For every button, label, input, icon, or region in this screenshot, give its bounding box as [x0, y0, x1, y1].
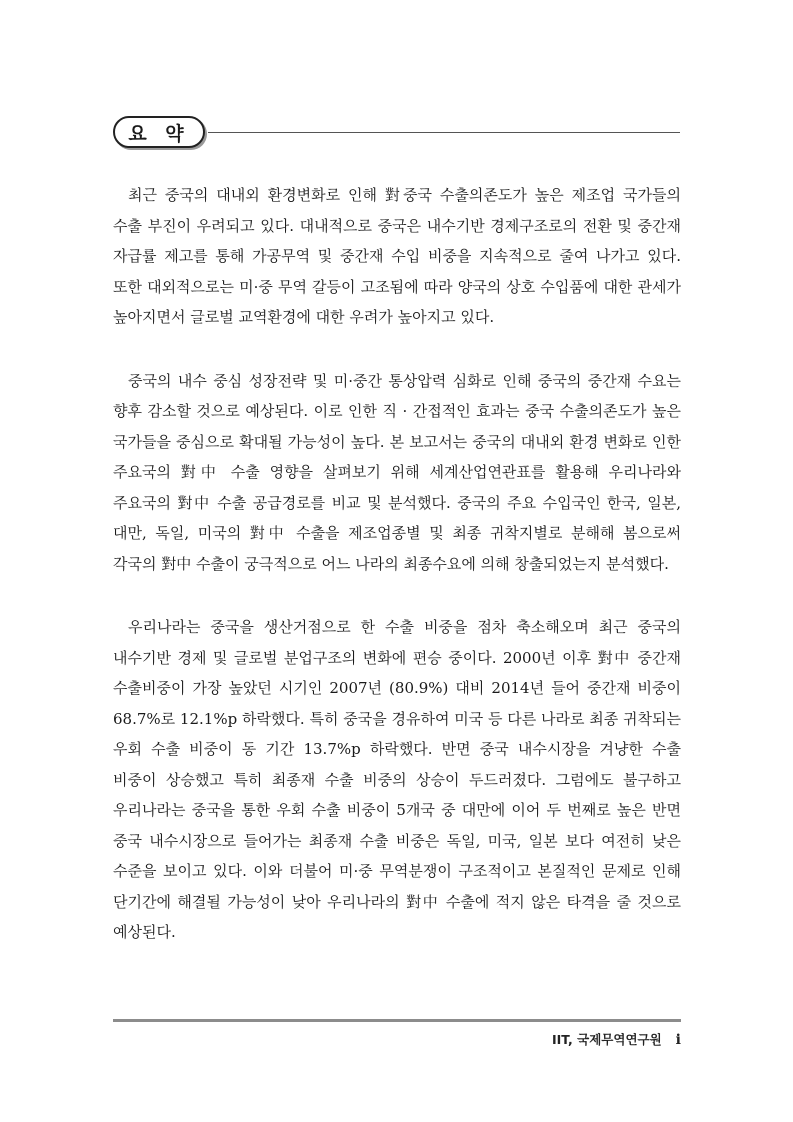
footer-divider — [113, 1019, 681, 1022]
paragraph-1: 최근 중국의 대내외 환경변화로 인해 對중국 수출의존도가 높은 제조업 국가들의 수출 부진이 우려되고 있다. 대내적으로 중국은 내수기반 경제구조로의 전환 및 중간재 자급률 제고를 통해 가공무역 및 중간재 수입 비중을 지속적으로 줄여 나가고 있다. 또한 대외적으로는 미·중 무역 갈등이 고조됨에 따라 양국의 상호 수입품에 대한 관세가 높아지면서 글로벌 교역환경에 대한 우려가 높아지고 있다. — [113, 186, 681, 326]
section-heading — [110, 112, 680, 152]
section-title: 요 약 — [113, 116, 205, 148]
paragraph-2: 중국의 내수 중심 성장전략 및 미·중간 통상압력 심화로 인해 중국의 중간재 수요는 향후 감소할 것으로 예상된다. 이로 인한 직 · 간접적인 효과는 중국 수출의존도가 높은 국가들을 중심으로 확대될 가능성이 높다. 본 보고서는 중국의 대내외 환경 변화로 인한 주요국의 對中 수출 영향을 살펴보기 위해 세계산업연관표를 활용해 우리나라와 주요국의 對中 수출 공급경로를 비교 및 분석했다. 중국의 주요 수입국인 한국, 일본, 대만, 독일, 미국의 對中 수출을 제조업종별 및 최종 귀착지별로 분해해 봄으로써 각국의 對中 수출이 궁극적으로 어느 나라의 최종수요에 의해 창출되었는지 분석했다. — [113, 371, 681, 573]
summary-body — [113, 180, 681, 981]
page-number: i — [675, 1032, 681, 1048]
paragraph-3: 우리나라는 중국을 생산거점으로 한 수출 비중을 점차 축소해오며 최근 중국의 내수기반 경제 및 글로벌 분업구조의 변화에 편승 중이다. 2000년 이후 對中 중간재 수출비중이 가장 높았던 시기인 2007년 (80.9%) 대비 2014년 들어 중간재 비중이 68.7%로 12.1%p 하락했다. 특히 중국을 경유하여 미국 등 다른 나라로 최종 귀착되는 우회 수출 비중이 동 기간 13.7%p 하락했다. 반면 중국 내수시장을 겨냥한 수출 비중이 상승했고 특히 최종재 수출 비중의 상승이 두드러졌다. 그럼에도 불구하고 우리나라는 중국을 통한 우회 수출 비중이 5개국 중 대만에 이어 두 번째로 높은 반면 중국 내수시장으로 들어가는 최종재 수출 비중은 독일, 미국, 일본 보다 여전히 낮은 수준을 보이고 있다. 이와 더불어 미·중 무역분쟁이 구조적이고 본질적인 문제로 인해 단기간에 해결될 가능성이 낮아 우리나라의 對中 수출에 적지 않은 타격을 줄 것으로 예상된다. — [113, 618, 681, 941]
footer-publisher: IIT, 국제무역연구원 — [552, 1032, 662, 1047]
page-footer — [552, 1030, 681, 1048]
heading-divider — [208, 132, 680, 133]
